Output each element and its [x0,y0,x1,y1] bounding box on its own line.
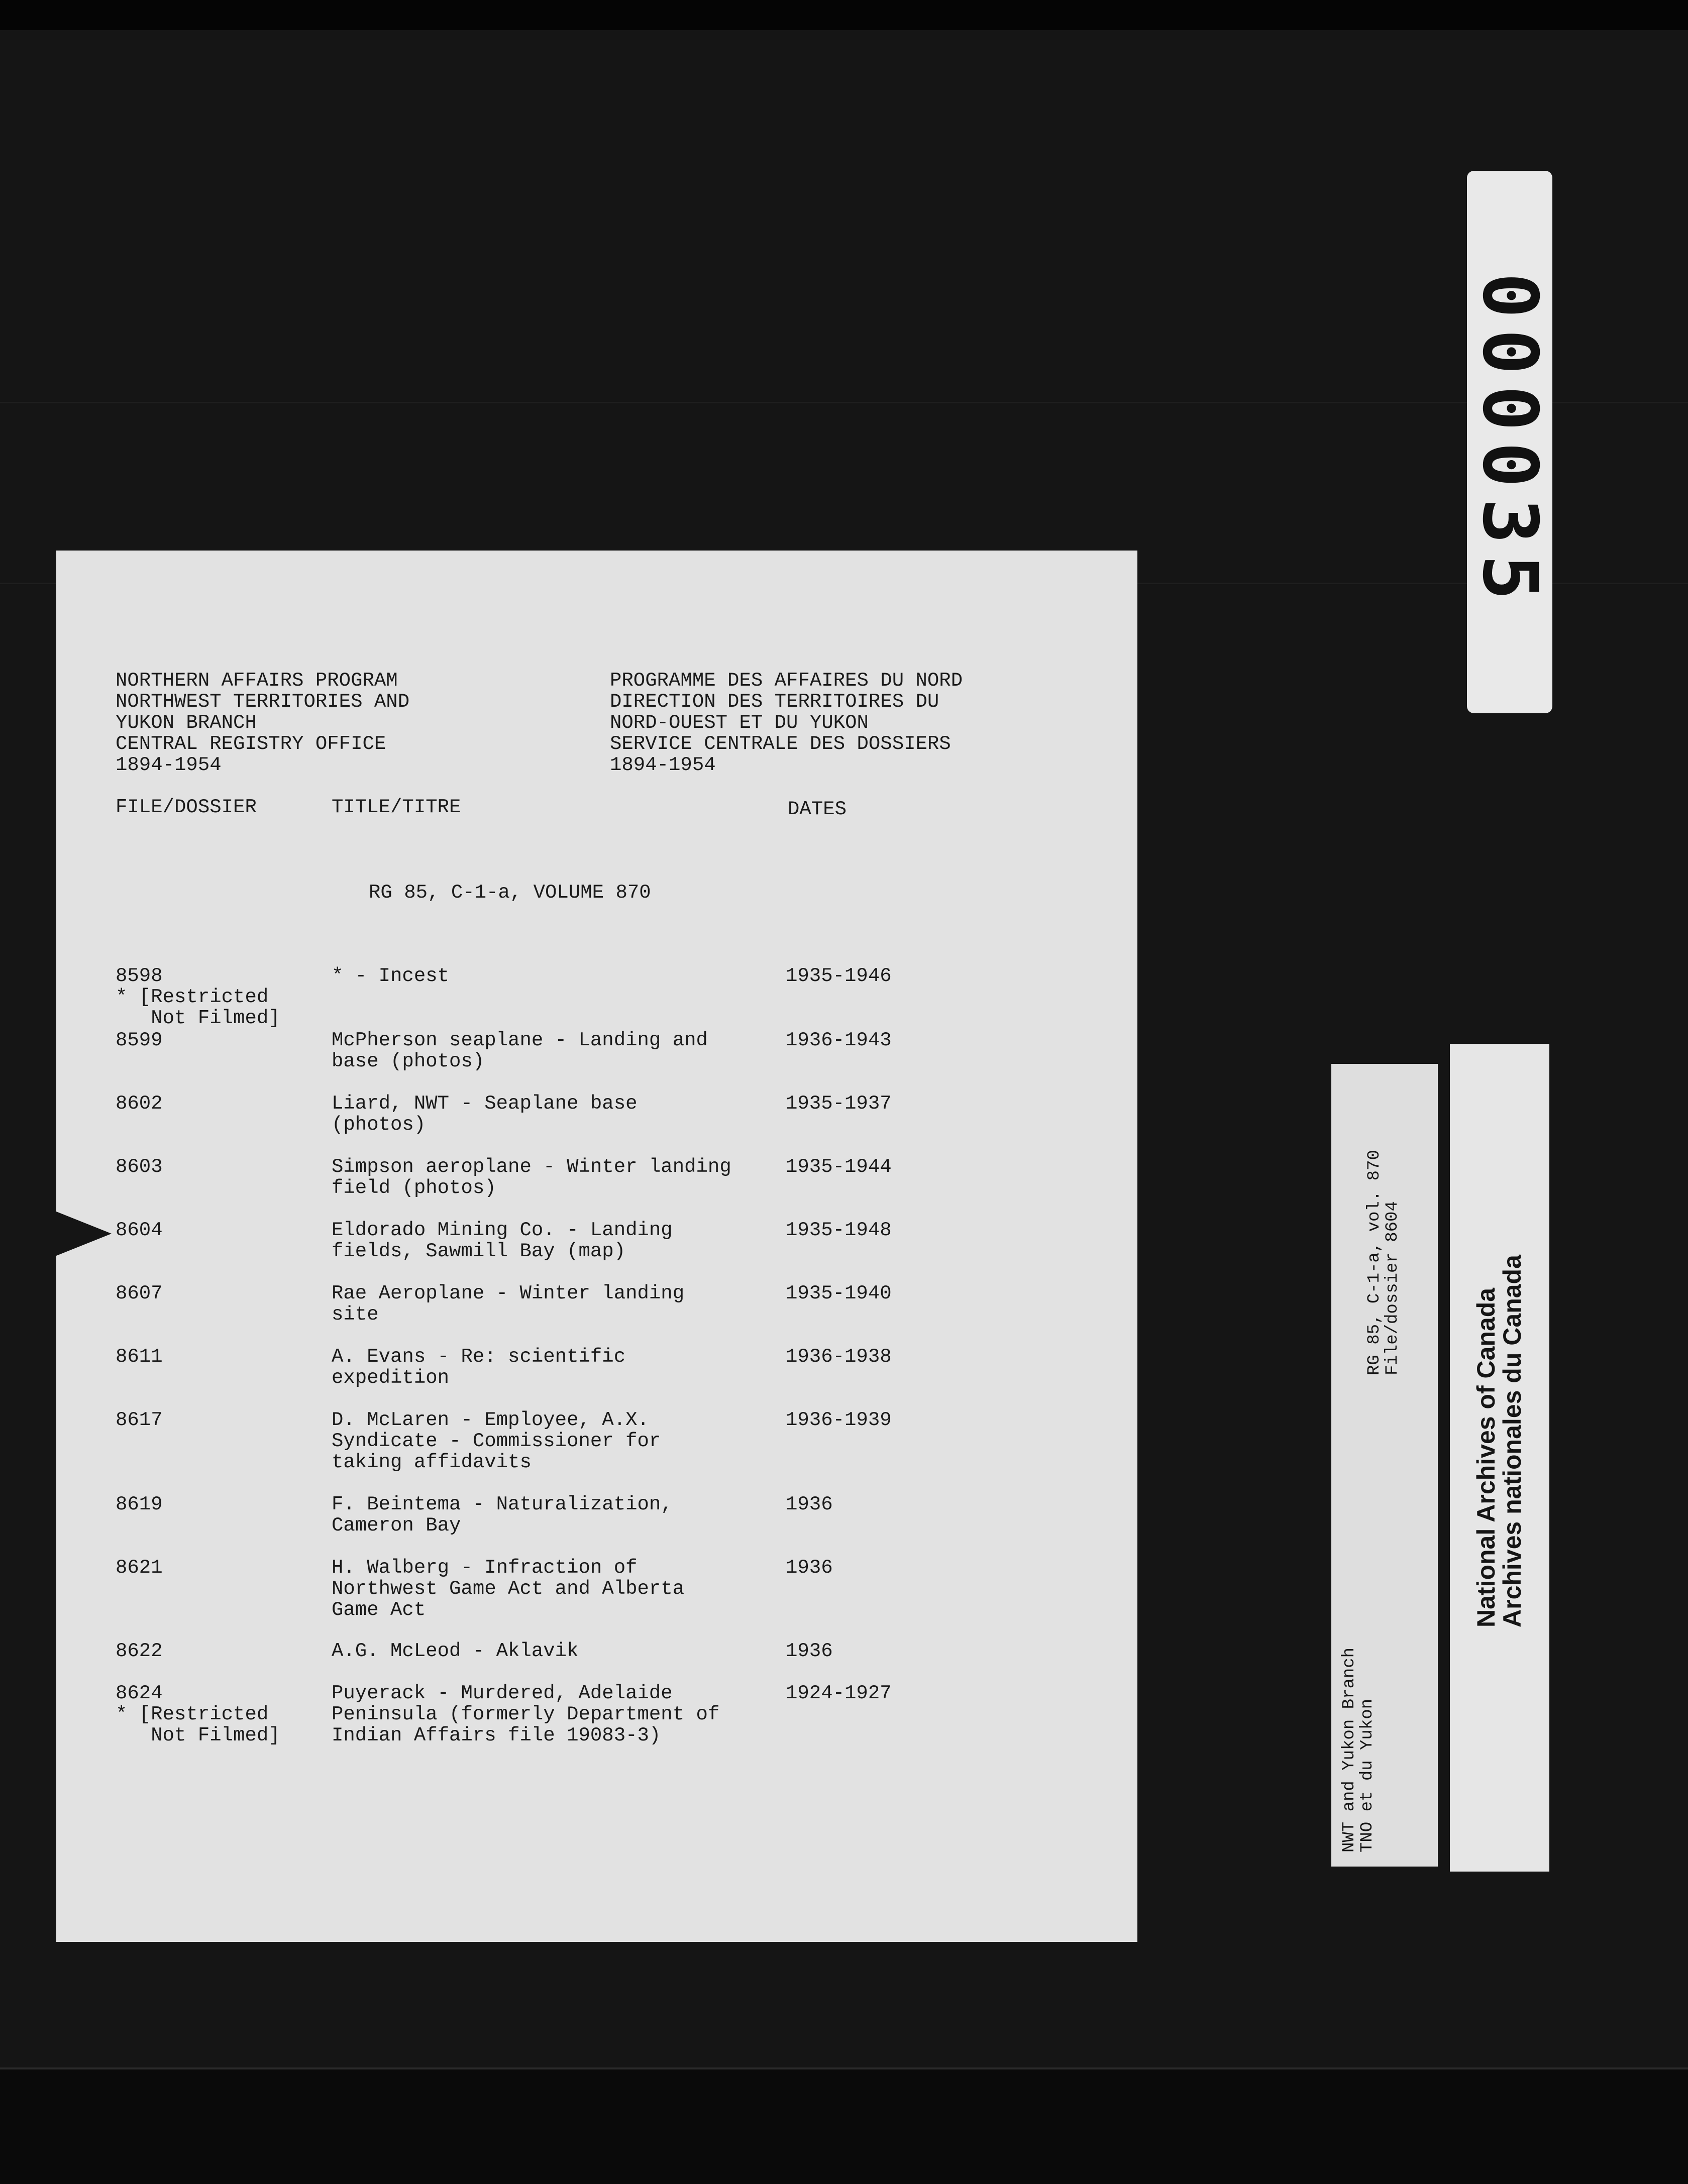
entry-file: 8611 [116,1346,163,1368]
entry-file: 8624 * [Restricted Not Filmed] [116,1682,280,1746]
entry-file: 8619 [116,1493,163,1515]
entry-dates: 1936 [786,1557,833,1579]
entry-title: H. Walberg - Infraction of Northwest Game Act and Alberta Game Act [332,1557,685,1621]
header-english: NORTHERN AFFAIRS PROGRAM NORTHWEST TERRITORIES AND YUKON BRANCH CENTRAL REGISTRY OFFICE 1894-1954 [116,670,410,776]
frame-number: 000035 [1466,273,1554,611]
entry-title: Liard, NWT - Seaplane base (photos) [332,1093,638,1136]
column-file: FILE/DOSSIER [116,796,257,818]
archives-label: National Archives of Canada Archives nationales du Canada [1472,1255,1526,1627]
entry-file: 8617 [116,1409,163,1431]
entry-title: Simpson aeroplane - Winter landing field (photos) [332,1156,731,1199]
entry-title: * - Incest [332,965,450,987]
entry-title: Eldorado Mining Co. - Landing fields, Sawmill Bay (map) [332,1219,673,1262]
entry-file: 8607 [116,1282,163,1304]
entry-dates: 1924-1927 [786,1682,892,1704]
entry-title: A.G. McLeod - Aklavik [332,1640,579,1662]
entry-file: 8602 [116,1093,163,1115]
document-page [56,551,1137,1942]
entry-file: 8599 [116,1029,163,1051]
entry-title: Puyerack - Murdered, Adelaide Peninsula (formerly Department of Indian Affairs file 19083-3) [332,1682,720,1746]
entry-dates: 1936-1938 [786,1346,892,1368]
header-french: PROGRAMME DES AFFAIRES DU NORD DIRECTION DES TERRITOIRES DU NORD-OUEST ET DU YUKON SERVICE CENTRALE DES DOSSIERS 1894-1954 [610,670,963,776]
entry-dates: 1936-1943 [786,1029,892,1051]
column-title: TITLE/TITRE [332,796,461,818]
entry-dates: 1936 [786,1640,833,1662]
entry-dates: 1935-1946 [786,965,892,987]
entry-file: 8603 [116,1156,163,1178]
entry-file: 8622 [116,1640,163,1662]
reference-label-strip [1331,1064,1438,1867]
entry-title: A. Evans - Re: scientific expedition [332,1346,626,1389]
branch-label: NWT and Yukon Branch TNO et du Yukon [1340,1647,1377,1852]
entry-title: F. Beintema - Naturalization, Cameron Bay [332,1493,673,1537]
film-top-edge [0,0,1688,30]
entry-title: Rae Aeroplane - Winter landing site [332,1282,685,1326]
entry-dates: 1936-1939 [786,1409,892,1431]
archives-label-strip [1450,1044,1549,1872]
film-scratch [0,402,1688,403]
entry-file: 8598 * [Restricted Not Filmed] [116,965,280,1029]
film-bottom-edge [0,2067,1688,2184]
entry-file: 8621 [116,1557,163,1579]
entry-file: 8604 [116,1219,163,1241]
column-dates: DATES [788,798,847,820]
entry-dates: 1935-1948 [786,1219,892,1241]
entry-title: D. McLaren - Employee, A.X. Syndicate - Commissioner for taking affidavits [332,1409,661,1473]
pointer-arrow [56,1212,112,1256]
entry-dates: 1935-1944 [786,1156,892,1178]
entry-dates: 1935-1940 [786,1282,892,1304]
frame-counter [1467,171,1552,713]
volume-heading: RG 85, C-1-a, VOLUME 870 [369,882,651,904]
entry-title: McPherson seaplane - Landing and base (photos) [332,1029,708,1072]
entry-dates: 1935-1937 [786,1093,892,1115]
reference-label: RG 85, C-1-a, vol. 870 File/dossier 8604 [1365,1150,1402,1375]
entry-dates: 1936 [786,1493,833,1515]
